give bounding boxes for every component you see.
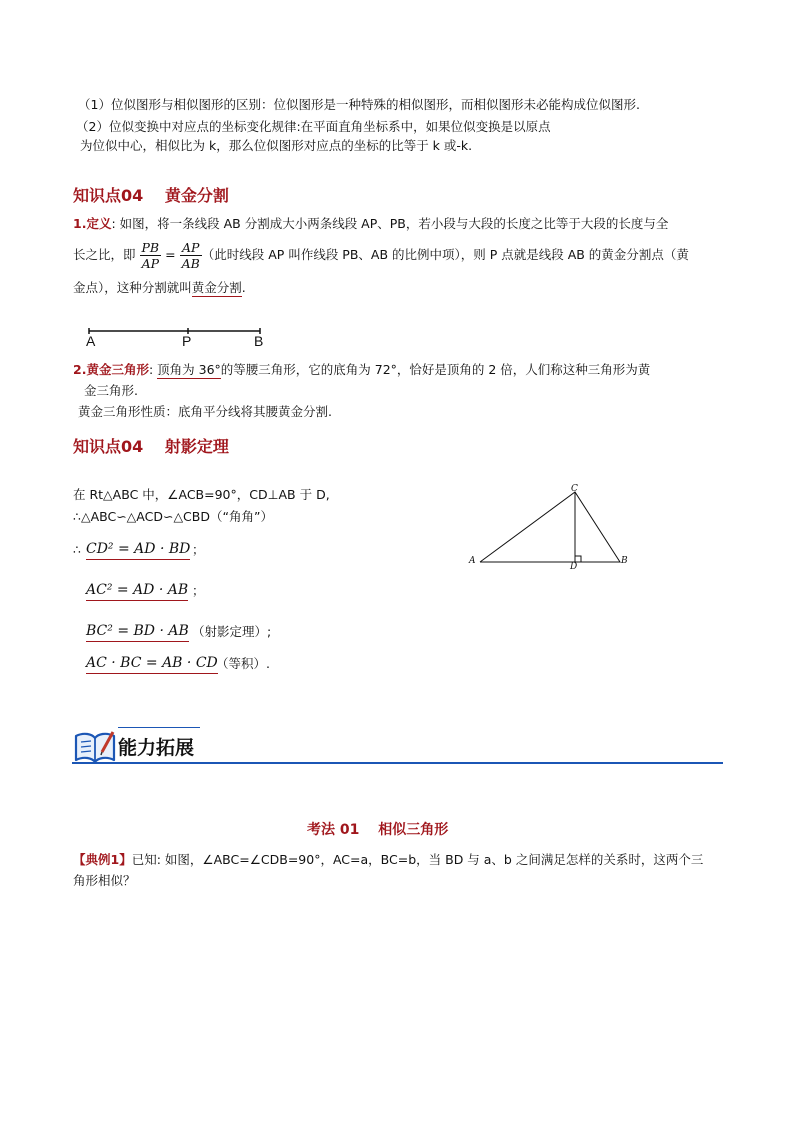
foot-d-label: D [570,562,578,572]
segment-ab-figure [84,322,266,352]
book-pen-icon [72,726,118,764]
banner-top-rule [118,727,200,728]
formula-cd-squared: CD² = AD · BD [86,539,190,560]
formula-1-tail: ； [192,542,205,557]
point-p-label: P [182,333,192,349]
golden-triangle-line2: 金三角形. [84,383,138,398]
example-line1: 【典例1】已知: 如图，∠ABC=∠CDB=90°，AC=a，BC=b，当 BD 与 a、b 之间满足怎样的关系时，这两个三 [73,852,704,867]
golden-definition-line2 [73,238,689,272]
homothety-note-2b: 为位似中心，相似比为 k，那么位似图形对应点的坐标的比等于 k 或-k. [80,138,473,153]
definition-text-2a: 长之比，即 [73,247,136,262]
equals-sign: = [165,247,176,262]
point-b-label: B [254,333,264,349]
formula-area-equality: AC · BC = AB · CD [86,653,218,674]
definition-text: : 如图，将一条线段 AB 分割成大小两条线段 AP、PB，若小段与大段的长度之比等于大段的长度与全 [111,216,669,231]
golden-section-term: 黄金分割 [191,280,242,295]
projection-line2: ∴△ABC∽△ACD∽△CBD（“角角”） [73,509,273,524]
formula-4-tail: （等积）. [216,656,270,671]
ability-banner-title: 能力拓展 [118,737,195,759]
fraction-pb-ap: $\frac{PB}{AP}$ [141,240,160,271]
formula-ac-squared: AC² = AD · AB [86,580,188,601]
definition-label: 1.定义 [73,216,112,231]
vertex-a-label: A [469,556,476,566]
golden-triangle-label: 2.黄金三角形 [73,362,149,377]
therefore-symbol: ∴ [73,542,81,557]
golden-definition-line1 [73,214,668,234]
example-label: 【典例1】 [73,852,132,867]
projection-theorem-heading: 知识点04 射影定理 [73,437,229,456]
golden-section-heading: 知识点04 黄金分割 [73,186,229,205]
fraction-ap-ab: $\frac{AP}{AB}$ [181,240,200,271]
golden-definition-line3: 金点），这种分割就叫黄金分割. [73,280,246,295]
example-line2: 角形相似？ [73,873,136,888]
golden-triangle-property: 黄金三角形性质：底角平分线将其腰黄金分割. [78,404,332,419]
formula-2-tail: ； [192,583,205,598]
point-a-label: A [86,333,96,349]
vertex-c-label: C [571,484,578,494]
banner-bottom-rule [72,762,723,764]
projection-line1: 在 Rt△ABC 中，∠ACB=90°，CD⊥AB 于 D, [73,487,330,502]
method-heading: 考法 01 相似三角形 [307,822,449,838]
definition-text-2b: （此时线段 AP 叫作线段 PB、AB 的比例中项），则 P 点就是线段 AB 的黄金分割点（黄 [201,247,689,262]
golden-triangle-line1: 2.黄金三角形: 顶角为 36°的等腰三角形，它的底角为 72°，恰好是顶角的 2 倍，人们称这种三角形为黄 [73,362,651,377]
vertex-b-label: B [621,556,628,566]
apex-angle-term: 顶角为 36° [157,362,221,377]
formula-bc-squared: BC² = BD · AB [86,621,189,642]
homothety-note-2a: （2）位似变换中对应点的坐标变化规律:在平面直角坐标系中，如果位似变换是以原点 [76,119,551,134]
homothety-note-1: （1）位似图形与相似图形的区别：位似图形是一种特殊的相似图形，而相似图形未必能构成位似图形. [78,97,640,112]
formula-3-tail: （射影定理）; [192,624,272,639]
right-triangle-figure [470,482,635,574]
